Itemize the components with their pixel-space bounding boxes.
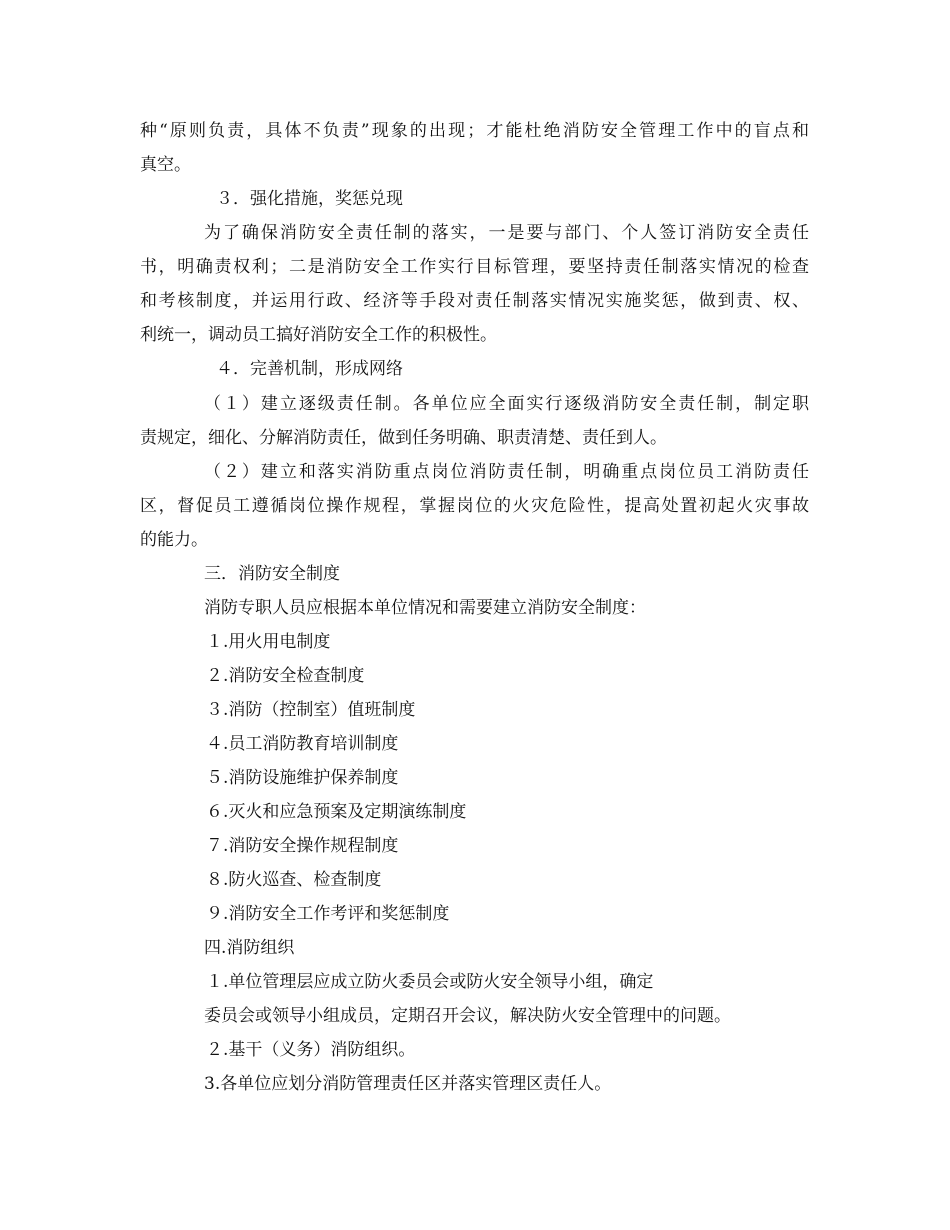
list-item: ２.基干（义务）消防组织。 bbox=[206, 1040, 416, 1060]
body-line: 和考核制度，并运用行政、经济等手段对责任制落实情况实施奖惩，做到责、权、 bbox=[140, 291, 809, 311]
body-line: 种“原则负责，具体不负责”现象的出现；才能杜绝消防安全管理工作中的盲点和 bbox=[140, 121, 809, 141]
list-item: ５.消防设施维护保养制度 bbox=[206, 768, 399, 788]
body-line: （２）建立和落实消防重点岗位消防责任制，明确重点岗位员工消防责任 bbox=[204, 462, 809, 482]
list-item: ７.消防安全操作规程制度 bbox=[206, 836, 399, 856]
body-line: 区，督促员工遵循岗位操作规程，掌握岗位的火灾危险性，提高处置初起火灾事故 bbox=[140, 496, 809, 516]
section-heading: 三．消防安全制度 bbox=[204, 564, 340, 584]
section-heading: 四.消防组织 bbox=[204, 938, 295, 958]
body-line: 消防专职人员应根据本单位情况和需要建立消防安全制度： bbox=[204, 598, 646, 618]
list-item: １.用火用电制度 bbox=[206, 632, 331, 652]
subheading: ３．强化措施，奖惩兑现 bbox=[216, 189, 403, 209]
list-item: ９.消防安全工作考评和奖惩制度 bbox=[206, 904, 450, 924]
list-item: ６.灭火和应急预案及定期演练制度 bbox=[206, 802, 467, 822]
body-line: 为了确保消防安全责任制的落实，一是要与部门、个人签订消防安全责任 bbox=[204, 223, 809, 243]
body-line: 委员会或领导小组成员，定期召开会议，解决防火安全管理中的问题。 bbox=[204, 1006, 731, 1026]
list-item: ８.防火巡查、检查制度 bbox=[206, 870, 382, 890]
list-item: 3.各单位应划分消防管理责任区并落实管理区责任人。 bbox=[204, 1074, 612, 1094]
body-line: （１）建立逐级责任制。各单位应全面实行逐级消防安全责任制，制定职 bbox=[204, 394, 809, 414]
body-line: 责规定，细化、分解消防责任，做到任务明确、职责清楚、责任到人。 bbox=[140, 428, 667, 448]
body-line: 真空。 bbox=[140, 155, 191, 175]
list-item: ３.消防（控制室）值班制度 bbox=[206, 700, 416, 720]
body-line: 书，明确责权利；二是消防安全工作实行目标管理，要坚持责任制落实情况的检查 bbox=[140, 257, 809, 277]
list-item: ２.消防安全检查制度 bbox=[206, 666, 365, 686]
body-line: 的能力。 bbox=[140, 530, 208, 550]
subheading: ４．完善机制，形成网络 bbox=[216, 359, 403, 379]
list-item: ４.员工消防教育培训制度 bbox=[206, 734, 399, 754]
list-item: １.单位管理层应成立防火委员会或防火安全领导小组，确定 bbox=[206, 972, 654, 992]
body-line: 利统一，调动员工搞好消防安全工作的积极性。 bbox=[140, 325, 497, 345]
